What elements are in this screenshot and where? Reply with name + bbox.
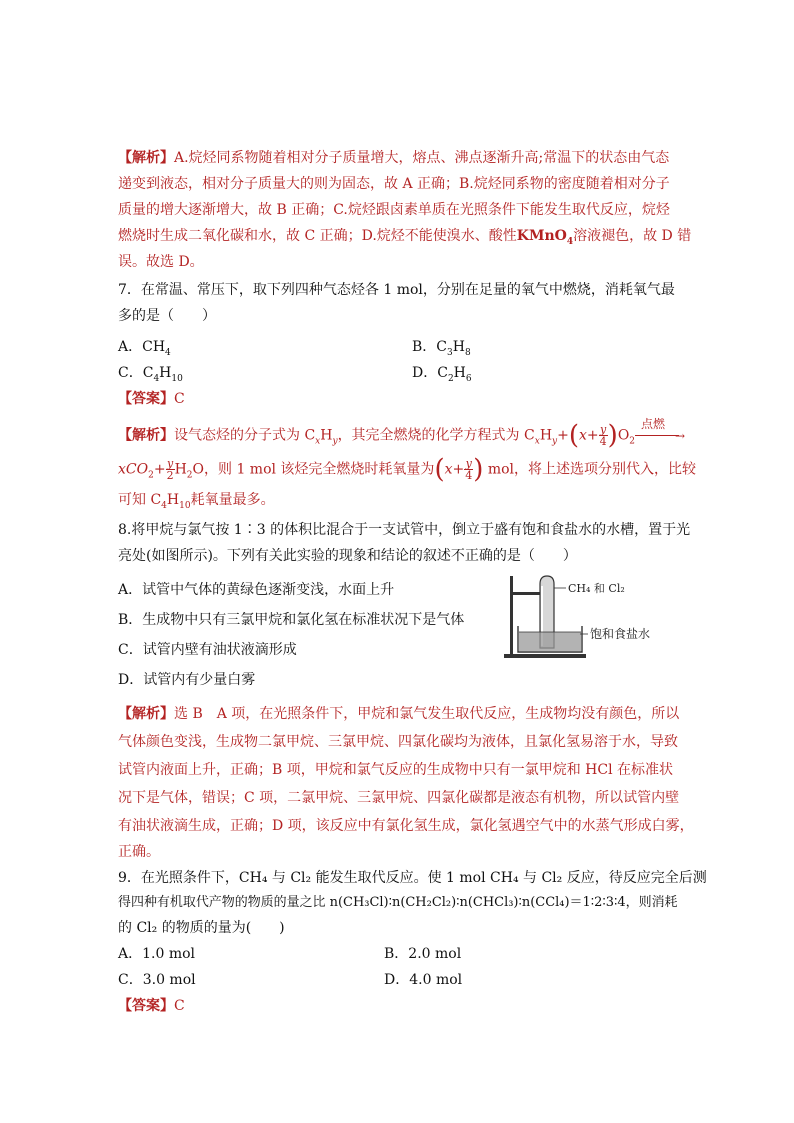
q9-option-c: C．3.0 mol <box>118 972 196 988</box>
q9-option-a: A．1.0 mol <box>118 946 196 962</box>
reaction-arrow: 点燃 → <box>635 426 685 446</box>
q7-option-d: D．$C_2H_6$ <box>412 365 472 384</box>
q9-stem-line-3: 的 Cl₂ 的物质的量为( ) <box>118 920 285 936</box>
apparatus-figure <box>496 570 686 664</box>
q8-analysis-line-3: 试管内液面上升，正确；B 项，甲烷和氯气反应的生成物中只有一氯甲烷和 HCl 在标准状 <box>118 762 674 778</box>
q6-analysis-line-2: 递变到液态，相对分子质量大的则为固态，故 A 正确；B.烷烃同系物的密度随着相对分子 <box>118 176 670 192</box>
q7-analysis-line-2: xCO$_2$+ $\frac{y}{2}$ $H_2O$，则 1 mol 该烃完全燃烧时耗氧量为(x+ $\frac{y}{4}$ ) mol，将上述选项分别代入，比较 <box>118 454 697 485</box>
q7-stem-line-2: 多的是（ ） <box>118 308 216 324</box>
q6-analysis-line-3: 质量的增大逐渐增大，故 B 正确；C.烷烃跟卤素单质在光照条件下能发生取代反应，烷烃 <box>118 202 670 218</box>
q7-option-a: A．$CH_4$ <box>118 339 171 358</box>
q9-answer: 【答案】C <box>118 998 185 1014</box>
q8-option-a: A．试管中气体的黄绿色逐渐变浅，水面上升 <box>118 582 395 598</box>
q7-option-b: B．$C_3H_8$ <box>412 339 471 358</box>
q8-analysis-line-5: 有油状液滴生成，正确；D 项，该反应中有氯化氢生成，氯化氢遇空气中的水蒸气形成白雾， <box>118 818 694 834</box>
q9-stem-line-2: 得四种有机取代产物的物质的量之比 n(CH₃Cl)∶n(CH₂Cl₂)∶n(CHCl₃)∶n(CCl₄)＝1∶2∶3∶4，则消耗 <box>118 895 678 910</box>
stand-rod <box>510 576 513 656</box>
q7-analysis-line-1: 【解析】设气态烃的分子式为 $C_xH_y$，其完全燃烧的化学方程式为 $C_xH_y+(x+$ $\frac{y}{4}$ )$O_2$ 点燃 → <box>118 416 686 451</box>
stand-base <box>504 654 586 658</box>
q6-analysis-line-4: 燃烧时生成二氧化碳和水，故 C 正确；D.烷烃不能使溴水、酸性KMnO$_4$溶液褪色，故 D 错 <box>118 228 692 247</box>
q7-analysis-line-3: 可知 $C_4H_{10}$耗氧量最多。 <box>118 492 275 511</box>
saline-water <box>519 632 581 651</box>
q9-stem-line-1: 9．在光照条件下，CH₄ 与 Cl₂ 能发生取代反应。使 1 mol CH₄ 与 Cl₂ 反应，待反应完全后测 <box>118 870 707 886</box>
q8-stem-line-1: 8.将甲烷与氯气按 1∶3 的体积比混合于一支试管中，倒立于盛有饱和食盐水的水槽，置于光 <box>118 522 691 538</box>
q8-option-c: C．试管内壁有油状液滴形成 <box>118 642 297 658</box>
q8-option-b: B．生成物中只有三氯甲烷和氯化氢在标准状况下是气体 <box>118 612 465 628</box>
q7-option-c: C．$C_4H_{10}$ <box>118 365 183 384</box>
q6-analysis-line-1: 【解析】A.烷烃同系物随着相对分子质量增大，熔点、沸点逐渐升高;常温下的状态由气态 <box>118 150 670 166</box>
q8-analysis-line-6: 正确。 <box>118 844 160 860</box>
q7-answer: 【答案】C <box>118 391 185 407</box>
q8-analysis-line-2: 气体颜色变浅，生成物二氯甲烷、三氯甲烷、四氯化碳均为液体，且氯化氢易溶于水，导致 <box>118 734 678 750</box>
q9-option-b: B．2.0 mol <box>384 946 462 962</box>
q7-stem-line-1: 7．在常温、常压下，取下列四种气态烃各 1 mol，分别在足量的氧气中燃烧，消耗氧气最 <box>118 282 675 298</box>
analysis-tag: 【解析】 <box>118 150 174 166</box>
label-gas: CH₄ 和 Cl₂ <box>568 582 625 595</box>
q8-analysis-line-4: 况下是气体，错误；C 项，二氯甲烷、三氯甲烷、四氯化碳都是液态有机物，所以试管内壁 <box>118 790 680 806</box>
q9-option-d: D．4.0 mol <box>384 972 463 988</box>
q6-analysis-line-5: 误。故选 D。 <box>118 254 204 270</box>
label-saline: 饱和食盐水 <box>590 627 651 641</box>
q8-analysis-line-1: 【解析】选 B A 项，在光照条件下，甲烷和氯气发生取代反应，生成物均没有颜色，所以 <box>118 706 680 722</box>
q8-stem-line-2: 亮处(如图所示)。下列有关此实验的现象和结论的叙述不正确的是（ ） <box>118 548 577 564</box>
q8-option-d: D．试管内有少量白雾 <box>118 672 256 688</box>
